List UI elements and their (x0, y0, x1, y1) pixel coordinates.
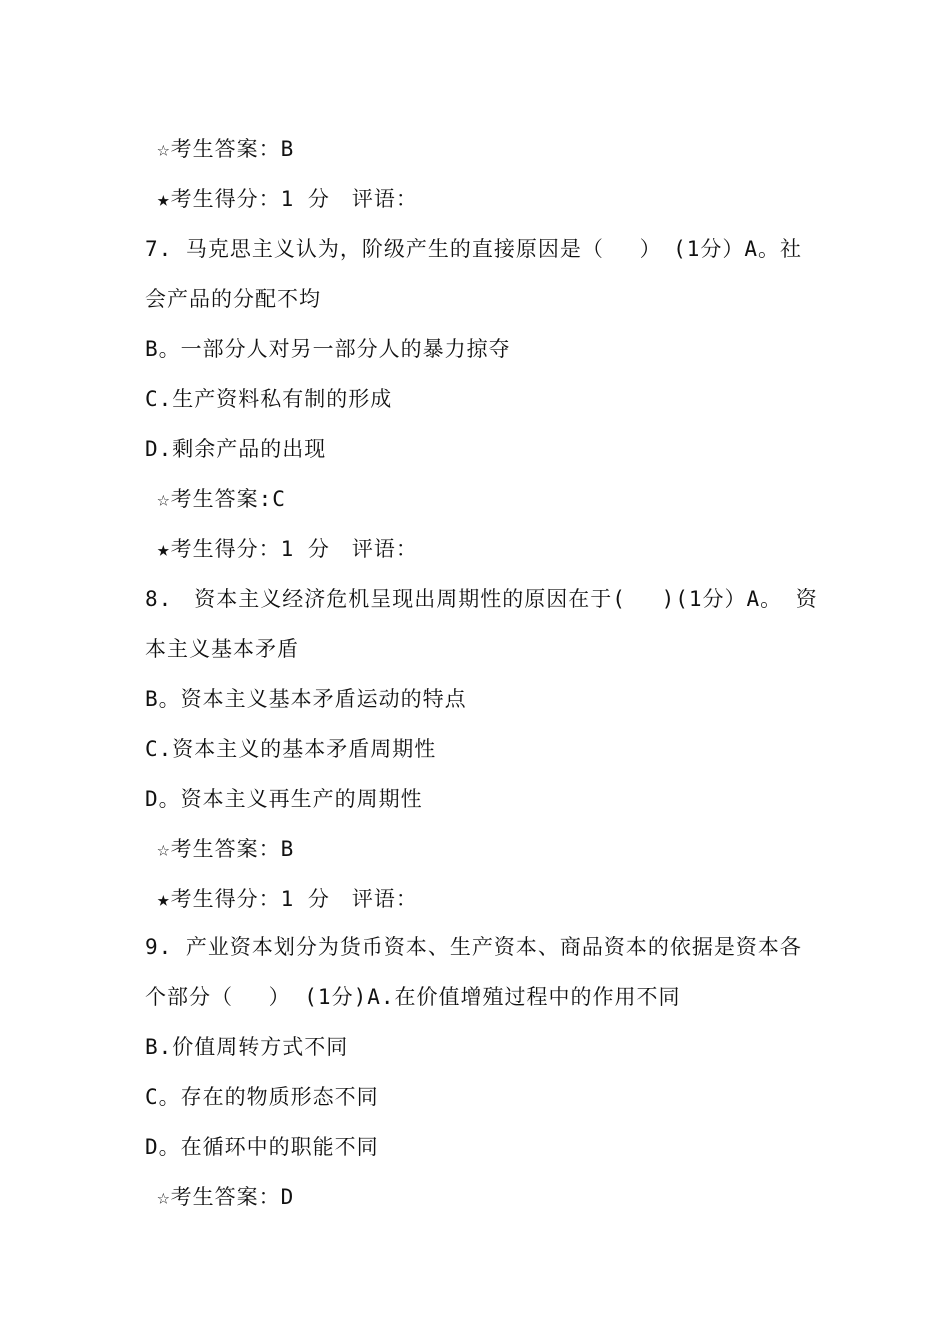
answer-line-q9: ☆考生答案：D (157, 1185, 295, 1209)
question-8-option-b: B。资本主义基本矛盾运动的特点 (145, 687, 467, 711)
question-9-option-c: C。存在的物质形态不同 (145, 1085, 379, 1109)
score-line-q7: ★考生得分：1 分 评语： (157, 537, 418, 561)
score-line-q6: ★考生得分：1 分 评语： (157, 187, 418, 211)
question-7-option-d: D.剩余产品的出现 (145, 437, 327, 461)
question-8-option-c: C.资本主义的基本矛盾周期性 (145, 737, 437, 761)
question-8-option-d: D。资本主义再生产的周期性 (145, 787, 423, 811)
question-9-text: 9. 产业资本划分为货币资本、生产资本、商品资本的依据是资本各 (145, 935, 802, 959)
question-9-option-b: B.价值周转方式不同 (145, 1035, 349, 1059)
question-7-option-b: B。一部分人对另一部分人的暴力掠夺 (145, 337, 511, 361)
score-line-q8: ★考生得分：1 分 评语： (157, 887, 418, 911)
answer-line-q7: ☆考生答案:C (157, 487, 286, 511)
question-7-text-cont: 会产品的分配不均 (145, 287, 321, 311)
question-7-text: 7. 马克思主义认为，阶级产生的直接原因是（ ） (1分）A。社 (145, 237, 802, 261)
question-9-text-cont: 个部分（ ） (1分)A.在价值增殖过程中的作用不同 (145, 985, 681, 1009)
question-8-text-cont: 本主义基本矛盾 (145, 637, 299, 661)
answer-line-q8: ☆考生答案：B (157, 837, 295, 861)
answer-line-q6: ☆考生答案：B (157, 137, 295, 161)
question-7-option-c: C.生产资料私有制的形成 (145, 387, 393, 411)
question-8-text: 8. 资本主义经济危机呈现出周期性的原因在于( )(1分）A。 资 (145, 587, 818, 611)
question-9-option-d: D。在循环中的职能不同 (145, 1135, 379, 1159)
